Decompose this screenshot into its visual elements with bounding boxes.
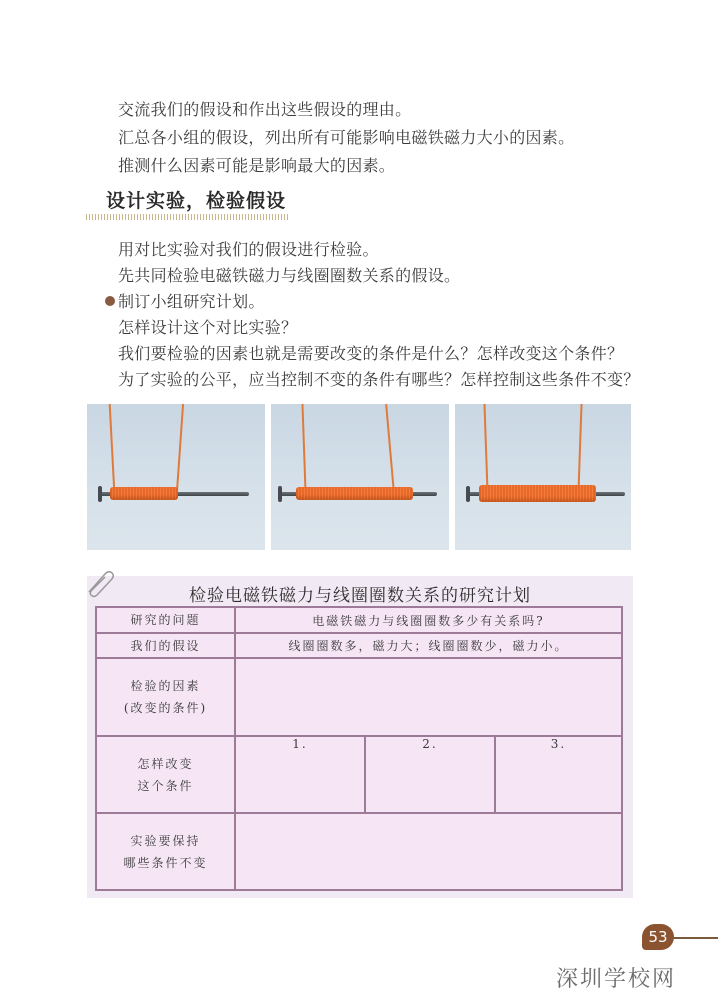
section-heading: 设计实验，检验假设 xyxy=(106,190,287,212)
answer-cell-constants[interactable] xyxy=(235,813,622,890)
label-line: 检验的因素 xyxy=(130,679,201,693)
research-plan-panel xyxy=(87,576,633,898)
answer-cell-method-2[interactable]: 2. xyxy=(365,736,495,813)
intro-line: 推测什么因素可能是影响最大的因素。 xyxy=(118,156,396,175)
intro-line: 汇总各小组的假设，列出所有可能影响电磁铁磁力大小的因素。 xyxy=(118,128,575,147)
label-line: 这个条件 xyxy=(137,778,194,793)
row-label xyxy=(96,736,235,813)
row-label: 我们的假设 xyxy=(96,633,235,658)
heading-divider xyxy=(86,214,290,220)
photo-electromagnet-2 xyxy=(271,404,449,550)
section-line: 我们要检验的因素也就是需要改变的条件是什么？怎样改变这个条件？ xyxy=(118,344,624,363)
label-line: (改变的条件) xyxy=(123,701,208,715)
intro-line: 交流我们的假设和作出这些假设的理由。 xyxy=(118,100,412,119)
research-plan-table xyxy=(95,606,623,891)
answer-cell-factor[interactable] xyxy=(235,658,622,736)
photo-electromagnet-1 xyxy=(87,404,265,550)
plan-title: 检验电磁铁磁力与线圈圈数关系的研究计划 xyxy=(189,586,531,606)
page-number-badge: 53 xyxy=(642,924,674,950)
row-value: 电磁铁磁力与线圈圈数多少有关系吗? xyxy=(235,607,622,633)
row-label xyxy=(96,813,235,890)
table-row xyxy=(96,633,622,658)
row-value: 线圈圈数多，磁力大；线圈圈数少，磁力小。 xyxy=(235,633,622,658)
section-line: 怎样设计这个对比实验？ xyxy=(118,318,298,337)
table-row xyxy=(96,658,622,736)
table-row xyxy=(96,736,622,813)
row-label xyxy=(96,658,235,736)
page-number-rule xyxy=(672,937,718,939)
section-line: 制订小组研究计划。 xyxy=(118,292,265,311)
label-line: 实验要保持 xyxy=(130,833,201,848)
answer-cell-method-3[interactable]: 3. xyxy=(495,736,622,813)
bullet-icon xyxy=(105,296,115,306)
label-line: 哪些条件不变 xyxy=(123,855,208,870)
table-row xyxy=(96,607,622,633)
section-line: 为了实验的公平，应当控制不变的条件有哪些？怎样控制这些条件不变？ xyxy=(118,370,640,389)
table-row xyxy=(96,813,622,890)
row-label: 研究的问题 xyxy=(96,607,235,633)
photo-electromagnet-3 xyxy=(455,404,631,550)
section-line: 用对比实验对我们的假设进行检验。 xyxy=(118,240,379,259)
section-line: 先共同检验电磁铁磁力与线圈圈数关系的假设。 xyxy=(118,266,461,285)
label-line: 怎样改变 xyxy=(137,756,194,771)
answer-cell-method-1[interactable]: 1. xyxy=(235,736,365,813)
watermark: 深圳学校网 xyxy=(556,967,677,992)
